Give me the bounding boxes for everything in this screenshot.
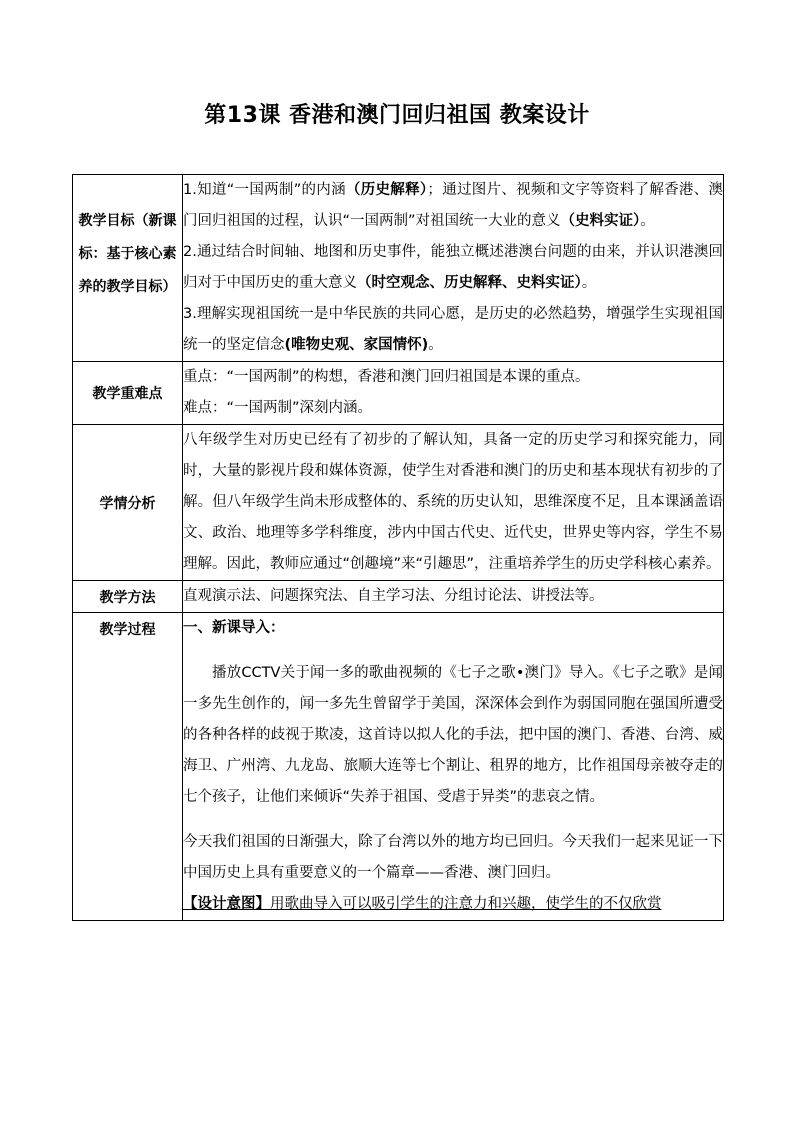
objective-text: 2.通过结合时间轴、地图和历史事件，能独立概述港澳台问题的由来，并认识港澳回归对于中国历史的重大意义	[183, 244, 723, 291]
key-points-content	[183, 362, 724, 425]
objective-literacy: （史料实证）	[560, 213, 641, 229]
objective-item	[183, 237, 723, 299]
design-intent	[183, 889, 723, 920]
process-label	[73, 613, 183, 921]
spacer	[183, 813, 723, 827]
objective-text: ；通过图片、视频和文字等资料了解香港、澳门回归祖国的过程，认识“一国两制”对祖国统一大业的意义	[183, 182, 723, 229]
process-row	[73, 613, 724, 921]
methods-label: 教学方法	[73, 581, 183, 613]
key-points-label: 教学重难点	[73, 362, 183, 425]
page-title: 第13课 香港和澳门回归祖国 教案设计	[204, 103, 590, 128]
intro-paragraph: 播放CCTV关于闻一多的歌曲视频的《七子之歌•澳门》导入。《七子之歌》是闻一多先生创作的，闻一多先生曾留学于美国，深深体会到作为弱国同胞在强国所遭受的各种各样的歧视于欺凌，这首诗以拟人化的手法，把中国的澳门、香港、台湾、威海卫、广州湾、九龙岛、旅顺大连等七个割让、租界的地方，比作祖国母亲被夺走的七个孩子，让他们来倾诉“失养于祖国、受虐于异类”的悲哀之情。	[183, 665, 723, 805]
lesson-plan-table	[72, 174, 724, 921]
objective-item	[183, 175, 723, 237]
design-intent-text: 用歌曲导入可以吸引学生的注意力和兴趣，使学生的不仅欣赏	[270, 896, 662, 912]
methods-content	[183, 581, 724, 613]
methods-text: 直观演示法、问题探究法、自主学习法、分组讨论法、讲授法等。	[183, 588, 604, 604]
objectives-row	[73, 175, 724, 362]
objective-text: 。	[581, 275, 597, 291]
process-label-text: 教学过程	[99, 622, 156, 638]
analysis-text: 八年级学生对历史已经有了初步的了解认知，具备一定的历史学习和探究能力，同时，大量的影视片段和媒体资源，使学生对香港和澳门的历史和基本现状有初步的了解。但八年级学生尚未形成整体的、系统的历史认知，思维深度不足，且本课涵盖语文、政治、地理等多学科维度，涉内中国古代史、近代史，世界史等内容，学生不易理解。因此，教师应通过“创趣境”来“引趣思”，注重培养学生的历史学科核心素养。	[183, 432, 723, 572]
objective-text: 。	[640, 213, 655, 229]
spacer	[183, 644, 723, 658]
analysis-label: 学情分析	[73, 425, 183, 581]
process-heading: 一、新课导入：	[183, 620, 285, 636]
methods-row	[73, 581, 724, 613]
objectives-label-text: 教学目标（新课标：基于核心素养的教学目标）	[78, 213, 177, 295]
objective-text: 1.知道“一国两制”的内涵	[183, 182, 346, 198]
key-points-row	[73, 362, 724, 425]
process-content	[183, 613, 724, 921]
summary-paragraph: 今天我们祖国的日渐强大，除了台湾以外的地方均已回归。今天我们一起来见证一下中国历史上具有重要意义的一个篇章——香港、澳门回归。	[183, 834, 723, 881]
objectives-label	[73, 175, 183, 362]
objective-text: 3.理解实现祖国统一是中华民族的共同心愿，是历史的必然趋势，增强学生实现祖国统一的坚定信念	[183, 306, 723, 353]
objective-literacy: (唯物史观、家国情怀)	[284, 337, 429, 353]
analysis-row	[73, 425, 724, 581]
objective-literacy: （时空观念、历史解释、史料实证）	[357, 275, 582, 291]
difficulty-line: 难点：“一国两制”深刻内涵。	[183, 400, 373, 416]
design-intent-tag: 【设计意图】	[183, 896, 270, 912]
analysis-content	[183, 425, 724, 581]
objectives-content	[183, 175, 724, 362]
objective-literacy: （历史解释）	[345, 182, 428, 198]
key-point-line: 重点：“一国两制”的构想，香港和澳门回归祖国是本课的重点。	[183, 369, 590, 385]
objective-item	[183, 299, 723, 361]
objective-text: 。	[428, 337, 443, 353]
